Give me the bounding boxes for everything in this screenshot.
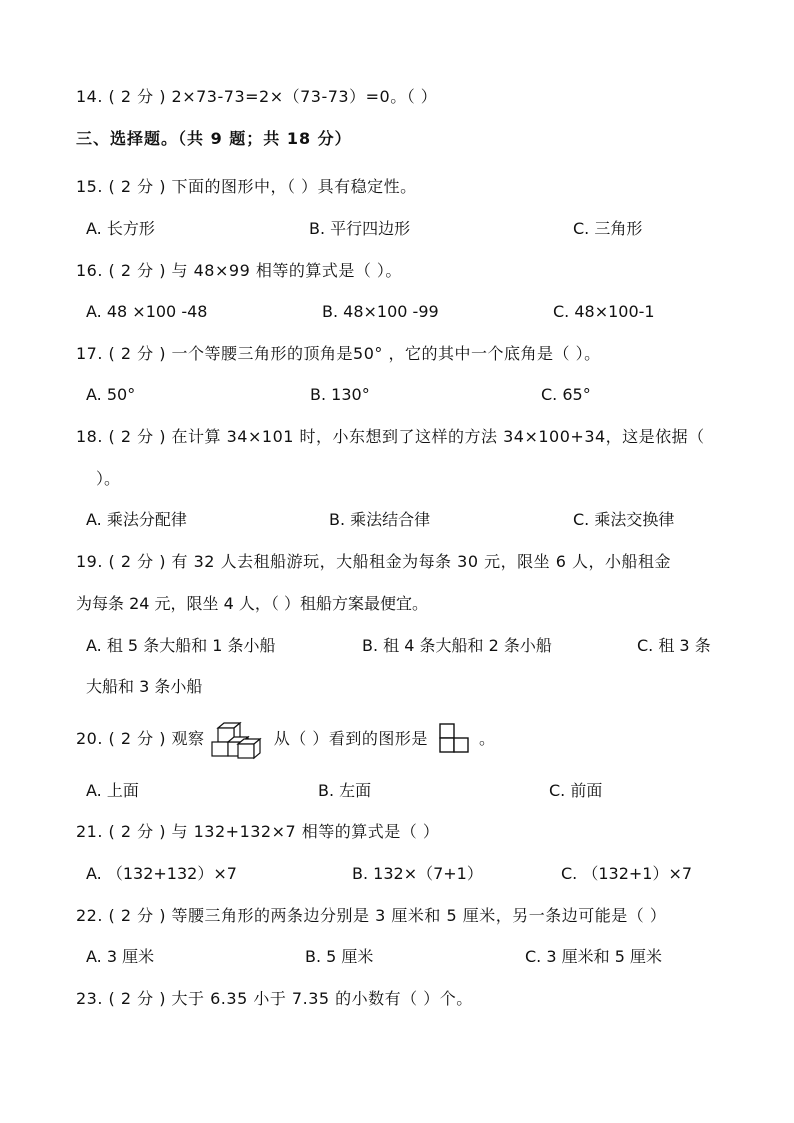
option-c[interactable]: C. 3 厘米和 5 厘米	[525, 947, 662, 966]
question-15-stem: 15. ( 2 分 ) 下面的图形中，（ ）具有稳定性。	[76, 177, 417, 196]
option-c[interactable]: C. 租 3 条	[637, 636, 711, 655]
question-20-suffix: 。	[479, 729, 496, 748]
option-c[interactable]: C. 65°	[541, 385, 591, 404]
question-18-stem: 18. ( 2 分 ) 在计算 34×101 时，小东想到了这样的方法 34×100+34，这是依据（	[76, 427, 705, 446]
option-b[interactable]: B. 5 厘米	[305, 947, 374, 966]
option-a[interactable]: A. 租 5 条大船和 1 条小船	[86, 636, 276, 655]
option-a[interactable]: A. 长方形	[86, 219, 155, 238]
option-c[interactable]: C. 前面	[549, 781, 603, 800]
section-3-heading: 三、选择题。（共 9 题；共 18 分）	[76, 129, 352, 148]
option-b[interactable]: B. 乘法结合律	[329, 510, 431, 529]
cube-stack-figure	[210, 729, 268, 749]
question-22-options	[86, 947, 746, 967]
question-19-option-c-continuation: 大船和 3 条小船	[86, 677, 203, 696]
question-20-middle: 从（ ）看到的图形是	[273, 729, 428, 748]
view-shape-figure	[433, 729, 473, 749]
question-23-stem: 23. ( 2 分 ) 大于 6.35 小于 7.35 的小数有（ ）个。	[76, 989, 473, 1008]
option-b[interactable]: B. 平行四边形	[309, 219, 411, 238]
question-18-continuation: ）。	[96, 469, 121, 488]
question-20-stem	[76, 729, 754, 749]
option-b[interactable]: B. 租 4 条大船和 2 条小船	[362, 636, 552, 655]
option-a[interactable]: A. （132+132）×7	[86, 864, 237, 883]
option-c[interactable]: C. 乘法交换律	[573, 510, 675, 529]
option-a[interactable]: A. 上面	[86, 781, 139, 800]
option-a[interactable]: A. 3 厘米	[86, 947, 155, 966]
option-b[interactable]: B. 48×100 -99	[322, 302, 439, 321]
question-21-stem: 21. ( 2 分 ) 与 132+132×7 相等的算式是（ ）	[76, 822, 440, 841]
option-a[interactable]: A. 50°	[86, 385, 136, 404]
option-c[interactable]: C. 三角形	[573, 219, 643, 238]
question-21-options	[86, 864, 746, 884]
option-b[interactable]: B. 130°	[310, 385, 370, 404]
question-18-options	[86, 510, 746, 530]
question-19-stem: 19. ( 2 分 ) 有 32 人去租船游玩，大船租金为每条 30 元，限坐 6 人，小船租金	[76, 552, 671, 571]
question-17-options	[86, 385, 746, 405]
option-a[interactable]: A. 48 ×100 -48	[86, 302, 208, 321]
option-b[interactable]: B. 左面	[318, 781, 372, 800]
question-19-options	[86, 636, 746, 656]
question-14: 14. ( 2 分 ) 2×73-73=2×（73-73）=0。（ ）	[76, 87, 438, 106]
question-22-stem: 22. ( 2 分 ) 等腰三角形的两条边分别是 3 厘米和 5 厘米，另一条边可能是（ ）	[76, 906, 667, 925]
question-20-prefix: 20. ( 2 分 ) 观察	[76, 729, 205, 748]
question-16-stem: 16. ( 2 分 ) 与 48×99 相等的算式是（ ）。	[76, 261, 402, 280]
question-15-options	[86, 219, 746, 239]
question-20-options	[86, 781, 746, 801]
option-c[interactable]: C. 48×100-1	[553, 302, 655, 321]
question-17-stem: 17. ( 2 分 ) 一个等腰三角形的顶角是50° ，它的其中一个底角是（ ）。	[76, 344, 601, 363]
question-19-continuation: 为每条 24 元，限坐 4 人，（ ）租船方案最便宜。	[76, 594, 428, 613]
option-a[interactable]: A. 乘法分配律	[86, 510, 187, 529]
option-c[interactable]: C. （132+1）×7	[561, 864, 693, 883]
question-16-options	[86, 302, 746, 322]
option-b[interactable]: B. 132×（7+1）	[352, 864, 483, 883]
